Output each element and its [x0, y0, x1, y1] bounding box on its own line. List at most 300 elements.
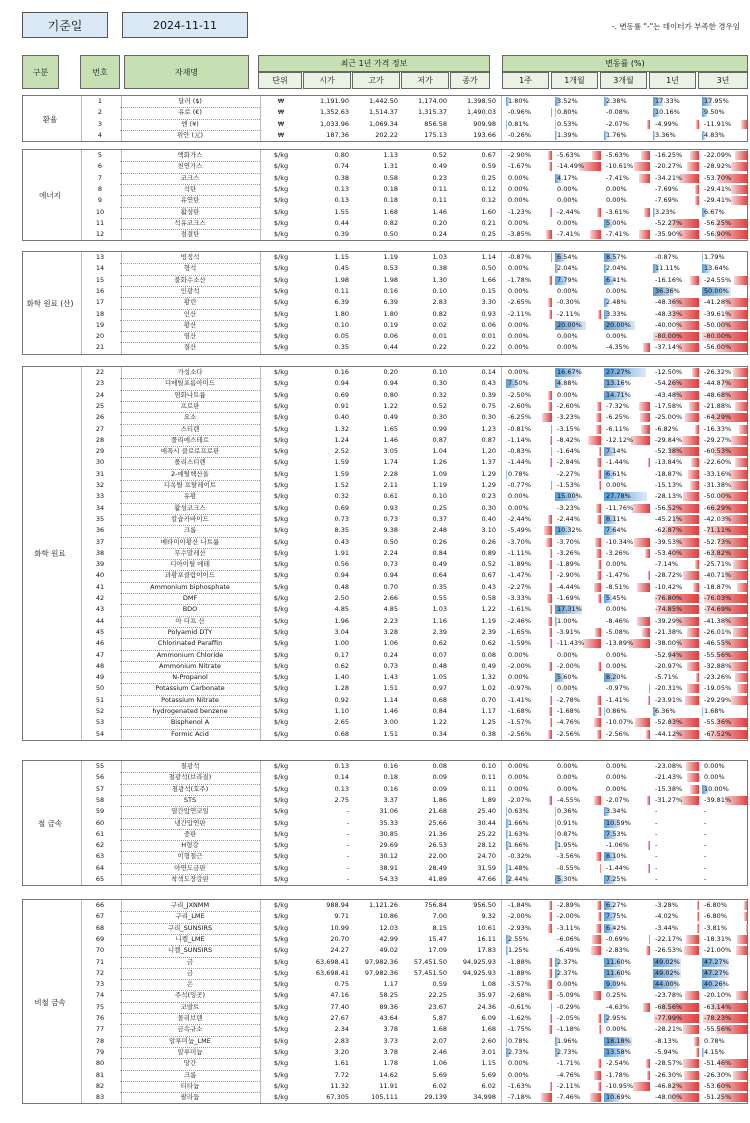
change-bar	[648, 864, 650, 873]
price-low: 0.20	[432, 218, 447, 227]
item-unit: $/kg	[273, 934, 289, 943]
change-bar	[546, 538, 552, 547]
change-bar	[695, 560, 699, 569]
item-no: 68	[95, 923, 105, 932]
change-value: -1.62%	[508, 1014, 531, 1022]
change-y1	[652, 559, 700, 570]
change-value: 0.00%	[557, 196, 578, 205]
change-value: -62.87%	[655, 526, 683, 535]
item-unit: $/kg	[273, 1025, 289, 1034]
change-value: -66.29%	[704, 503, 732, 512]
change-y3	[701, 150, 749, 161]
change-y3	[701, 840, 749, 851]
price-high: 3.78	[383, 1025, 398, 1034]
change-bar	[596, 425, 601, 434]
price-close: 1.25	[481, 718, 496, 727]
change-value: -3.61%	[606, 207, 629, 216]
price-open: 11.32	[330, 1081, 349, 1090]
item-name: 에폭시 클로로프로판	[160, 447, 220, 456]
change-y3	[701, 968, 749, 979]
change-m3	[603, 717, 651, 728]
col-change-title: 변동률 (%)	[502, 55, 748, 72]
change-value: 0.00%	[508, 173, 529, 182]
change-w1	[505, 911, 553, 922]
change-w1	[505, 218, 553, 229]
change-value: 7.75%	[606, 912, 627, 921]
change-value: -29.29%	[704, 695, 732, 704]
change-value: -	[704, 863, 707, 872]
change-value: -1.88%	[508, 968, 531, 977]
change-bar	[631, 436, 650, 445]
price-close: 35.97	[477, 991, 496, 1000]
change-value: 2.73%	[557, 1047, 578, 1056]
col-no: 번호	[80, 55, 120, 89]
table-row	[22, 627, 750, 638]
item-unit: $/kg	[273, 968, 289, 977]
item-unit: $/kg	[273, 673, 289, 682]
change-value: -3.70%	[557, 537, 580, 546]
change-bar	[550, 605, 552, 614]
item-name: 크롬	[183, 1070, 197, 1079]
item-no: 27	[95, 424, 105, 433]
price-open: 0.35	[334, 343, 349, 352]
change-value: -55.36%	[704, 718, 732, 727]
change-value: -26.32%	[704, 368, 732, 376]
price-open: 1.52	[334, 481, 349, 489]
table-row	[22, 706, 750, 717]
change-w1	[505, 945, 553, 956]
price-open: 77.40	[330, 1002, 349, 1011]
change-value: -25.71%	[704, 560, 732, 569]
item-unit: $/kg	[273, 537, 289, 546]
change-y1	[652, 582, 700, 593]
price-high: 14.62	[379, 1070, 398, 1079]
change-value: -2.65%	[508, 298, 531, 307]
change-bar	[683, 1059, 699, 1068]
change-value: 5.60%	[557, 673, 578, 682]
change-y1	[652, 638, 700, 649]
change-w1	[505, 706, 553, 717]
change-value: -53.60%	[704, 1081, 732, 1090]
price-close: 0.43	[481, 582, 496, 591]
change-y3	[701, 1036, 749, 1047]
price-low: 0.68	[432, 695, 447, 704]
price-high: 29.69	[379, 841, 398, 850]
change-m1	[554, 491, 602, 502]
change-m3	[603, 537, 651, 548]
item-unit: $/kg	[273, 218, 289, 227]
item-name: 불화수소산	[174, 275, 206, 284]
change-value: -1.78%	[606, 1070, 629, 1079]
change-m1	[554, 457, 602, 468]
price-open: 0.94	[334, 379, 349, 388]
change-m3	[603, 195, 651, 206]
item-no: 52	[95, 707, 105, 715]
table-row	[22, 107, 750, 118]
item-unit: $/kg	[273, 207, 289, 216]
change-value: -2.54%	[606, 1059, 629, 1068]
item-no: 43	[95, 605, 105, 614]
group-label: 환율	[42, 114, 58, 124]
change-bar	[597, 696, 601, 705]
price-open: 63,698.41	[315, 957, 349, 966]
item-unit: $/kg	[273, 526, 289, 535]
price-open: 0.92	[334, 695, 349, 704]
change-bar	[597, 730, 601, 739]
change-w1	[505, 1081, 553, 1092]
change-bar	[696, 1048, 699, 1057]
change-m3	[603, 469, 651, 480]
price-open: 0.16	[334, 368, 349, 376]
price-high: 1.80	[383, 309, 398, 318]
item-no: 77	[95, 1025, 105, 1034]
change-w1	[505, 851, 553, 862]
table-row	[22, 1024, 750, 1035]
change-bar	[690, 276, 699, 285]
price-open: 2.83	[334, 1036, 349, 1045]
price-close: 25.40	[477, 807, 496, 816]
price-close: 0.50	[481, 264, 496, 273]
price-low: 1.04	[432, 447, 447, 456]
change-y3	[701, 761, 749, 772]
change-m1	[554, 503, 602, 514]
change-value: -1.65%	[508, 627, 531, 636]
table-row	[22, 320, 750, 331]
change-m3	[603, 945, 651, 956]
change-value: 27.78%	[606, 492, 631, 501]
change-value: -10.34%	[606, 537, 634, 546]
change-bar	[735, 151, 748, 160]
change-bar	[544, 526, 552, 535]
change-value: 4.15%	[704, 1047, 725, 1056]
price-low: 5.87	[432, 1014, 447, 1022]
change-value: -1.06%	[606, 841, 629, 850]
change-value: -55.56%	[704, 650, 732, 659]
item-unit: $/kg	[273, 661, 289, 670]
change-value: -5.63%	[606, 151, 629, 159]
price-low: 22.25	[428, 991, 447, 1000]
change-bar	[648, 571, 650, 580]
item-unit: ₩	[277, 119, 285, 128]
item-name: 황린	[183, 298, 197, 307]
change-value: -2.68%	[508, 991, 531, 1000]
price-open: 0.91	[334, 401, 349, 410]
change-y1	[652, 706, 700, 717]
change-value: -2.27%	[557, 469, 580, 478]
price-close: 17.83	[477, 946, 496, 955]
item-unit: $/kg	[273, 548, 289, 557]
change-bar	[594, 1071, 601, 1080]
change-w1	[505, 96, 553, 107]
change-value: -	[655, 863, 658, 872]
change-m1	[554, 195, 602, 206]
price-close: 30.44	[477, 818, 496, 827]
change-bar	[687, 662, 699, 671]
change-value: 0.00%	[508, 332, 529, 341]
item-no: 47	[95, 650, 105, 659]
change-value: -10.61%	[606, 162, 634, 171]
price-high: 0.06	[383, 332, 398, 341]
change-value: 1.66%	[508, 841, 529, 850]
change-value: 2.44%	[508, 875, 529, 883]
change-y1	[652, 263, 700, 274]
change-y1	[652, 695, 700, 706]
item-name: 유로 (€)	[178, 108, 202, 117]
item-no: 56	[95, 773, 105, 782]
change-y1	[652, 514, 700, 525]
price-open: 0.40	[334, 413, 349, 422]
price-close: 9.32	[481, 912, 496, 921]
price-high: 0.53	[383, 264, 398, 273]
change-value: 47.27%	[704, 968, 729, 977]
change-bar	[683, 492, 699, 501]
item-no: 72	[95, 968, 105, 977]
item-no: 12	[95, 230, 105, 239]
change-value: -2.11%	[557, 1081, 580, 1090]
item-no: 83	[95, 1093, 105, 1102]
change-value: 0.86%	[606, 707, 627, 715]
change-value: 0.00%	[508, 1059, 529, 1068]
change-y3	[701, 923, 749, 934]
change-y3	[701, 593, 749, 604]
change-bar	[597, 402, 601, 411]
change-m3	[603, 309, 651, 320]
item-name: Ammonium biphosphate	[150, 582, 230, 591]
change-y3	[701, 795, 749, 806]
item-name: 유연탄	[180, 196, 200, 205]
change-value: -3.56%	[557, 852, 580, 861]
change-bar	[596, 413, 601, 422]
change-bar	[549, 310, 552, 319]
change-w1	[505, 119, 553, 130]
price-high: 97,982.36	[364, 968, 398, 977]
change-y1	[652, 1024, 700, 1035]
change-value: 3.33%	[606, 309, 627, 318]
change-bar	[549, 969, 552, 978]
col-open: 시가	[303, 72, 351, 89]
change-bar	[644, 208, 650, 217]
change-value: 11.11%	[655, 264, 680, 273]
change-w1	[505, 491, 553, 502]
item-name: Potassium Nitrate	[161, 695, 219, 704]
change-m3	[603, 934, 651, 945]
change-bar	[551, 253, 552, 262]
change-w1	[505, 840, 553, 851]
price-open: 1.98	[334, 275, 349, 284]
change-w1	[505, 503, 553, 514]
change-value: -6.25%	[508, 413, 531, 422]
item-unit: $/kg	[273, 390, 289, 399]
price-high: 1.17	[383, 980, 398, 989]
item-unit: $/kg	[273, 582, 289, 591]
item-unit: $/kg	[273, 684, 289, 693]
price-close: 94,925.93	[462, 968, 496, 977]
change-w1	[505, 412, 553, 423]
item-no: 58	[95, 795, 105, 804]
change-value: -	[655, 875, 658, 883]
price-open: 0.13	[334, 784, 349, 793]
change-bar	[551, 425, 552, 434]
change-bar	[546, 230, 552, 239]
item-no: 69	[95, 934, 105, 943]
change-m3	[603, 96, 651, 107]
change-value: -7.41%	[606, 173, 629, 182]
change-value: 0.00%	[508, 264, 529, 273]
item-name: 빙정석	[180, 253, 200, 261]
change-value: 1.00%	[557, 616, 578, 625]
change-value: -	[655, 829, 658, 838]
change-value: 7.64%	[606, 526, 627, 535]
price-high: 31.06	[379, 807, 398, 816]
change-bar	[735, 458, 748, 467]
item-unit: $/kg	[273, 863, 289, 872]
change-bar	[683, 571, 700, 580]
change-bar	[639, 230, 650, 239]
change-value: 3.52%	[557, 97, 578, 105]
price-close: 0.30	[481, 413, 496, 422]
price-close: 0.23	[481, 492, 496, 501]
group-label: 화학 원료 (산)	[26, 298, 74, 308]
table-row	[22, 275, 750, 286]
price-low: 1.03	[432, 253, 447, 261]
change-m1	[554, 772, 602, 783]
change-value: -2.56%	[557, 729, 580, 738]
change-value: 8.57%	[606, 253, 627, 261]
change-m1	[554, 401, 602, 412]
item-unit: $/kg	[273, 196, 289, 205]
item-no: 46	[95, 639, 105, 648]
change-m3	[603, 616, 651, 627]
change-value: -67.52%	[704, 729, 732, 738]
change-m1	[554, 252, 602, 263]
change-bar	[549, 796, 552, 805]
price-high: 3.05	[383, 447, 398, 456]
change-value: 0.00%	[606, 784, 627, 793]
price-low: 1.16	[432, 616, 447, 625]
change-value: 1.76%	[606, 130, 627, 139]
change-bar	[549, 1025, 552, 1034]
change-value: -	[704, 875, 707, 883]
change-m1	[554, 514, 602, 525]
change-bar	[641, 425, 650, 434]
change-value: -28.57%	[655, 1059, 683, 1068]
change-m1	[554, 979, 602, 990]
change-bar	[648, 841, 650, 850]
change-y1	[652, 1047, 700, 1058]
change-y1	[652, 683, 700, 694]
change-value: -8.51%	[606, 582, 629, 591]
price-low: 1.86	[432, 795, 447, 804]
change-value: -1.78%	[508, 275, 531, 284]
change-bar	[634, 162, 650, 171]
change-w1	[505, 525, 553, 536]
item-no: 17	[95, 298, 105, 307]
change-m3	[603, 604, 651, 615]
price-low: 57,451.50	[413, 968, 447, 977]
change-value: -	[655, 818, 658, 827]
table-row	[22, 1092, 750, 1103]
change-value: 0.78%	[508, 469, 529, 478]
price-low: 0.99	[432, 424, 447, 433]
price-close: 5.69	[481, 1070, 496, 1079]
price-close: 2.60	[481, 1036, 496, 1045]
price-close: 1.66	[481, 275, 496, 284]
item-name: BDO	[182, 605, 198, 614]
change-bar	[735, 673, 748, 682]
change-bar	[647, 796, 650, 805]
item-name: 디메틸포름아미드	[164, 379, 216, 388]
price-high: 0.18	[383, 184, 398, 193]
price-open: 1.24	[334, 435, 349, 444]
change-value: 47.27%	[704, 957, 729, 966]
change-y3	[701, 616, 749, 627]
change-m1	[554, 729, 602, 740]
change-bar	[681, 796, 699, 805]
change-bar	[598, 1059, 601, 1068]
change-y1	[652, 229, 700, 240]
change-bar	[744, 912, 748, 921]
change-y1	[652, 968, 700, 979]
change-value: 2.04%	[557, 264, 578, 273]
change-value: -23.26%	[704, 673, 732, 682]
price-open: 0.39	[334, 230, 349, 239]
price-close: 0.10	[481, 762, 496, 770]
change-bar	[550, 1014, 552, 1023]
change-w1	[505, 320, 553, 331]
price-high: 2.24	[383, 548, 398, 557]
change-value: -2.07%	[508, 795, 531, 804]
price-close: 0.39	[481, 390, 496, 399]
price-open: 1.59	[334, 469, 349, 478]
change-value: -6.06%	[557, 934, 580, 943]
change-value: 50.00%	[704, 286, 729, 295]
item-no: 82	[95, 1081, 105, 1090]
change-value: -0.87%	[655, 253, 678, 261]
price-high: 0.80	[383, 390, 398, 399]
price-low: 756.84	[424, 901, 447, 909]
change-m1	[554, 761, 602, 772]
item-unit: $/kg	[273, 795, 289, 804]
data-note: -. 변동률 "-"는 데이터가 부족한 경우임	[611, 22, 740, 31]
change-value: -16.33%	[704, 424, 732, 433]
item-no: 19	[95, 320, 105, 329]
price-close: 0.14	[481, 368, 496, 376]
change-y3	[701, 990, 749, 1001]
change-m1	[554, 934, 602, 945]
change-value: 0.80%	[557, 108, 578, 117]
change-w1	[505, 195, 553, 206]
item-unit: $/kg	[273, 807, 289, 816]
change-value: 0.00%	[606, 560, 627, 569]
change-m3	[603, 829, 651, 840]
item-no: 32	[95, 481, 105, 489]
change-value: -42.03%	[704, 514, 732, 523]
change-value: -0.83%	[508, 447, 531, 456]
change-y1	[652, 772, 700, 783]
price-low: 23.67	[428, 1002, 447, 1011]
change-bar	[690, 785, 699, 794]
change-bar	[550, 436, 552, 445]
change-y3	[701, 96, 749, 107]
change-value: 0.00%	[704, 773, 725, 782]
table-row	[22, 309, 750, 320]
price-low: 26.53	[428, 841, 447, 850]
price-high: 0.16	[383, 784, 398, 793]
change-bar	[640, 413, 650, 422]
change-value: -	[655, 841, 658, 850]
change-m1	[554, 1013, 602, 1024]
item-name: 황산	[183, 320, 197, 329]
